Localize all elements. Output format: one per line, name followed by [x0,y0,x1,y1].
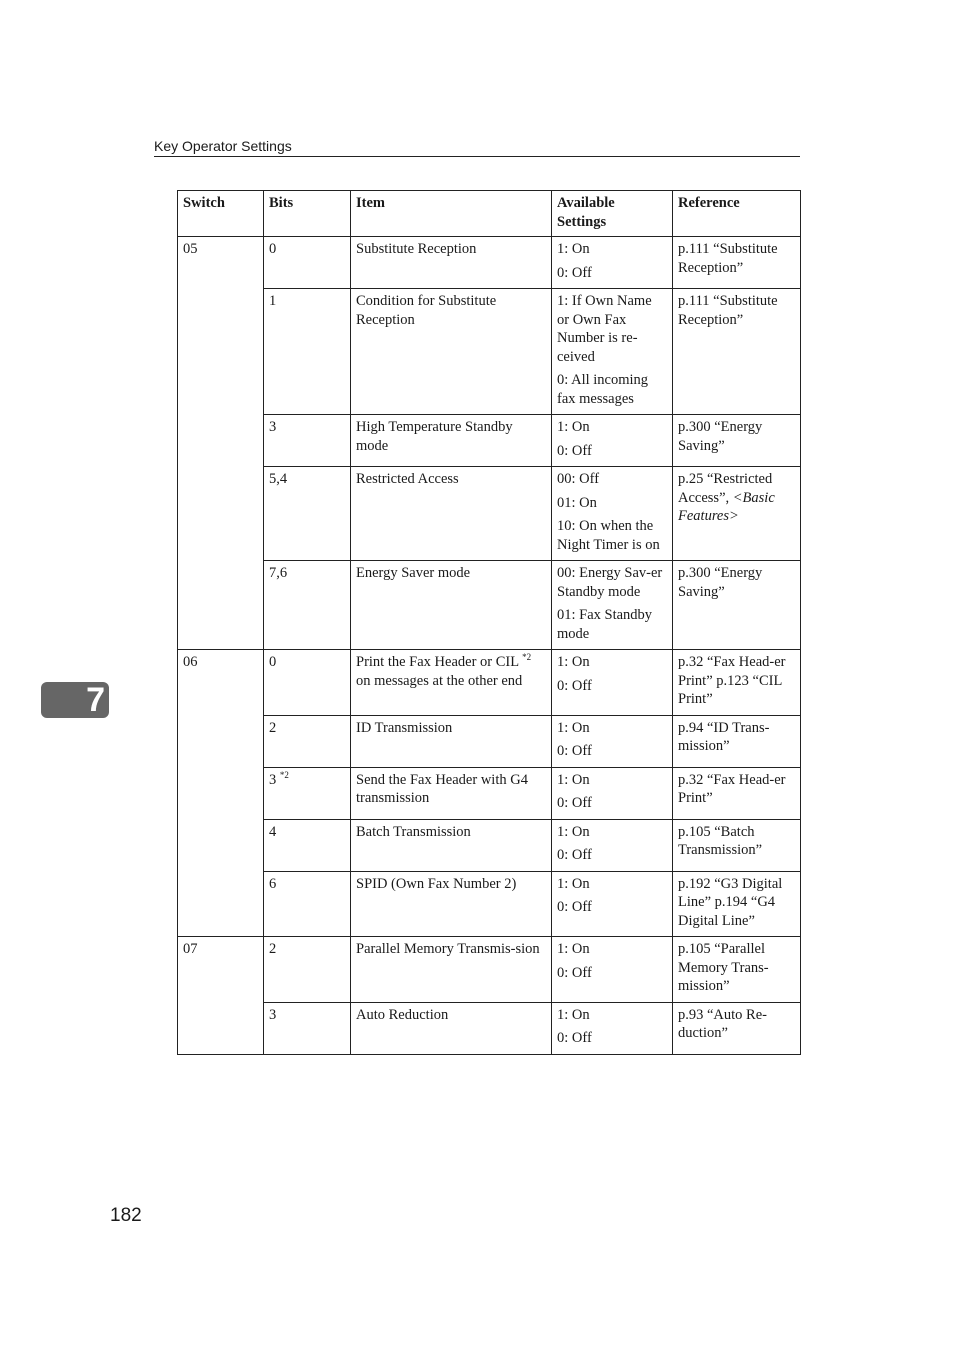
item-cell [351,467,552,561]
bits-cell [264,237,351,289]
setting-option: 1: On [557,419,590,435]
item-cell [351,715,552,767]
settings-cell [552,1002,673,1054]
settings-cell [552,415,673,467]
table-body [178,237,801,1055]
bits-value: 7,6 [269,565,288,581]
table-row [178,715,801,767]
reference-cell [673,237,801,289]
bits-value: 3 [269,771,277,788]
bits-cell [264,650,351,716]
reference-cell [673,561,801,650]
footnote-marker: *2 [279,769,289,780]
settings-table [177,190,801,1055]
setting-option: 01: On [557,494,597,511]
item-text: ID Transmission [356,719,453,736]
reference-book: <Basic Features> [678,489,775,524]
bits-value: 3 [269,1006,277,1023]
table-row [178,415,801,467]
column-header-reference: Reference [673,191,801,237]
item-cell [351,415,552,467]
item-text: Energy Saver mode [356,565,471,581]
setting-option: 1: On [557,1006,590,1023]
chapter-tab: 7 [41,682,109,718]
table-row [178,650,801,716]
setting-option: 10: On when the Night Timer is on [557,518,660,553]
bits-cell [264,1002,351,1054]
column-header-item: Item [351,191,552,237]
reference-text: p.105 “Batch Transmission” [678,823,763,858]
table-row [178,561,801,650]
column-header-switch: Switch [178,191,264,237]
reference-text: p.300 “Energy Saving” [678,565,763,600]
table-row [178,767,801,819]
reference-cell [673,767,801,819]
bits-cell [264,871,351,937]
table-row [178,937,801,1003]
reference-cell [673,871,801,937]
reference-text: p.32 “Fax Head-er Print” p.123 “CIL Print” [678,654,786,707]
setting-option: 1: On [557,241,590,257]
setting-option: 1: On [557,654,590,670]
item-cell [351,871,552,937]
setting-option: 1: On [557,719,590,736]
item-text: Restricted Access [356,471,459,487]
setting-option: 1: On [557,823,590,840]
setting-option: 0: Off [557,264,592,281]
setting-option: 1: On [557,875,590,892]
reference-cell [673,937,801,1003]
bits-value: 0 [269,241,277,257]
setting-option: 00: Energy Sav-er Standby mode [557,565,663,600]
item-text: Send the Fax Header with G4 transmission [356,771,528,806]
settings-cell [552,937,673,1003]
item-text: Print the Fax Header or CIL [356,654,519,670]
item-cell [351,937,552,1003]
reference-cell [673,650,801,716]
item-text: SPID (Own Fax Number 2) [356,875,517,892]
reference-text: p.93 “Auto Re-duction” [678,1006,767,1041]
table-header [178,191,801,237]
bits-cell [264,289,351,415]
bits-cell [264,467,351,561]
switch-cell: 07 [178,937,264,1055]
bits-value: 4 [269,823,277,840]
item-text: Parallel Memory Transmis-sion [356,941,540,957]
reference-text: p.32 “Fax Head-er Print” [678,771,786,806]
reference-text: p.111 “Substitute Reception” [678,241,778,276]
setting-option: 0: Off [557,442,592,459]
column-header-bits: Bits [264,191,351,237]
reference-text: p.111 “Substitute Reception” [678,293,778,328]
settings-cell [552,467,673,561]
item-text: Condition for Substitute Reception [356,293,497,328]
bits-value: 3 [269,419,277,435]
bits-cell [264,561,351,650]
settings-cell [552,561,673,650]
setting-option: 1: If Own Name or Own Fax Number is re-ceived [557,293,652,365]
bits-value: 2 [269,941,277,957]
item-text: High Temperature Standby mode [356,419,513,454]
setting-option: 0: Off [557,1030,592,1046]
table-row [178,1002,801,1054]
setting-option: 0: All incoming fax messages [557,372,649,407]
bits-value: 0 [269,654,277,670]
reference-text: p.105 “Parallel Memory Trans-mission” [678,941,769,994]
bits-value: 1 [269,293,277,309]
header-row [178,191,801,237]
reference-cell [673,1002,801,1054]
table-row [178,289,801,415]
reference-cell [673,715,801,767]
reference-text: p.25 “Restricted Access”, [678,471,773,506]
item-cell [351,237,552,289]
table-row [178,819,801,871]
item-cell [351,650,552,716]
settings-cell [552,819,673,871]
switch-cell: 06 [178,650,264,937]
reference-cell [673,289,801,415]
item-cell [351,1002,552,1054]
reference-cell [673,467,801,561]
reference-text: p.300 “Energy Saving” [678,419,763,454]
switch-cell: 05 [178,237,264,650]
item-text: Batch Transmission [356,823,471,840]
setting-option: 0: Off [557,847,592,863]
table-row [178,467,801,561]
item-text: Substitute Reception [356,241,477,257]
bits-value: 6 [269,875,277,892]
page-number: 182 [110,1205,142,1226]
bits-cell [264,415,351,467]
setting-option: 1: On [557,771,590,788]
setting-option: 00: Off [557,471,600,487]
settings-cell [552,767,673,819]
setting-option: 0: Off [557,795,592,811]
bits-value: 5,4 [269,471,288,487]
setting-option: 0: Off [557,743,592,759]
item-cell [351,561,552,650]
item-cell [351,767,552,819]
bits-cell [264,819,351,871]
settings-cell [552,715,673,767]
settings-cell [552,871,673,937]
reference-text: p.94 “ID Trans-mission” [678,719,770,754]
setting-option: 0: Off [557,964,592,981]
item-text-rest: on messages at the other end [356,672,523,689]
item-text: Auto Reduction [356,1006,449,1023]
bits-cell [264,715,351,767]
item-cell [351,289,552,415]
setting-option: 1: On [557,941,590,957]
settings-cell [552,237,673,289]
column-header-settings: Available Settings [552,191,673,237]
running-header: Key Operator Settings [154,138,800,157]
reference-text: p.192 “G3 Digital Line” p.194 “G4 Digital Line” [678,875,783,929]
bits-value: 2 [269,719,277,736]
setting-option: 0: Off [557,677,592,694]
table-row [178,871,801,937]
bits-cell [264,767,351,819]
reference-cell [673,819,801,871]
settings-cell [552,650,673,716]
setting-option: 0: Off [557,899,592,915]
bits-cell [264,937,351,1003]
footnote-marker: *2 [522,652,532,663]
reference-cell [673,415,801,467]
setting-option: 01: Fax Standby mode [557,607,653,642]
settings-cell [552,289,673,415]
table-row [178,237,801,289]
item-cell [351,819,552,871]
